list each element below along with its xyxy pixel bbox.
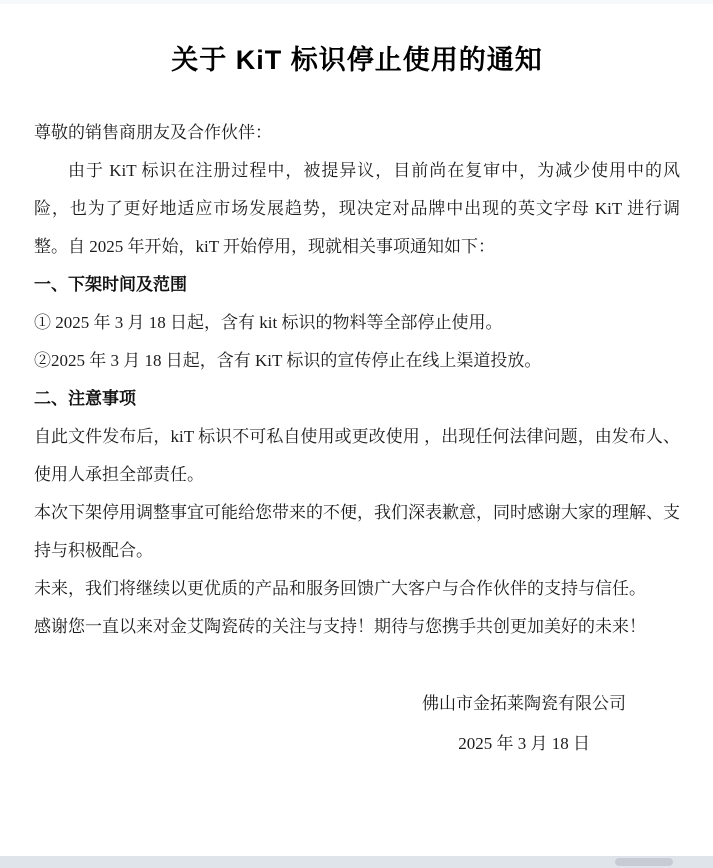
section2-paragraph-3: 未来，我们将继续以更优质的产品和服务回馈广大客户与合作伙伴的支持与信任。 [34, 579, 646, 598]
section1-heading: 一、下架时间及范围 [34, 275, 187, 294]
section1-item-2: ②2025 年 3 月 18 日起，含有 KiT 标识的宣传停止在线上渠道投放。 [34, 351, 542, 370]
page-top-edge [0, 0, 713, 4]
greeting-line: 尊敬的销售商朋友及合作伙伴： [34, 123, 272, 142]
document-title: 关于 KiT 标识停止使用的通知 [171, 45, 543, 75]
intro-paragraph: 由于 KiT 标识在注册过程中，被提异议，目前尚在复审中，为减少使用中的风险，也为了更好地适应市场发展趋势，现决定对品牌中出现的英文字母 KiT 进行调整。自 2025 年开始，kiT 开始停用，现就相关事项通知如下： [34, 161, 680, 256]
scrollbar-thumb[interactable] [615, 858, 673, 866]
section2-heading: 二、注意事项 [34, 389, 136, 408]
notice-document [34, 40, 680, 764]
section2-paragraph-2: 本次下架停用调整事宜可能给您带来的不便，我们深表歉意，同时感谢大家的理解、支持与积极配合。 [34, 503, 680, 560]
horizontal-scrollbar[interactable] [0, 854, 713, 868]
signature-block [34, 684, 680, 764]
section1-item-1: ① 2025 年 3 月 18 日起，含有 kit 标识的物料等全部停止使用。 [34, 313, 503, 332]
section2-paragraph-1: 自此文件发布后，kiT 标识不可私自使用或更改使用 ，出现任何法律问题，由发布人、使用人承担全部责任。 [34, 427, 680, 484]
signature-company: 佛山市金拓莱陶瓷有限公司 [422, 694, 626, 713]
signature-date: 2025 年 3 月 18 日 [458, 734, 590, 753]
section2-paragraph-4: 感谢您一直以来对金艾陶瓷砖的关注与支持！期待与您携手共创更加美好的未来！ [34, 617, 646, 636]
